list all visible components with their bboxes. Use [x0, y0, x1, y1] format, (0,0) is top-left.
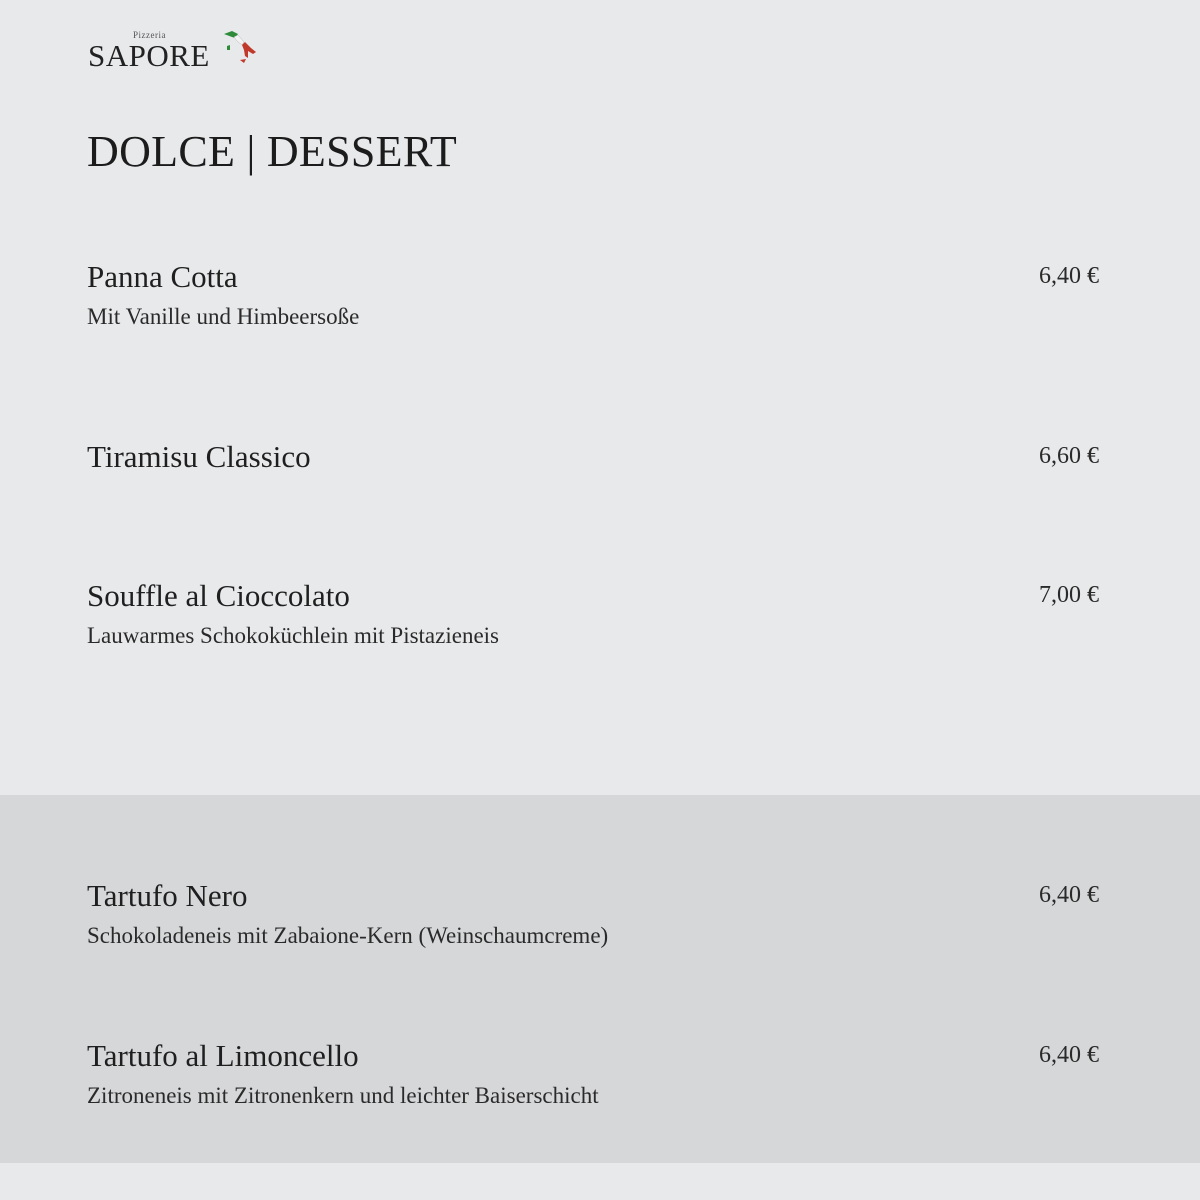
item-description: Schokoladeneis mit Zabaione-Kern (Weinschaumcreme): [87, 923, 609, 948]
item-description: Mit Vanille und Himbeersoße: [87, 304, 360, 329]
item-price: 6,40 €: [1039, 882, 1099, 908]
item-description: Lauwarmes Schokoküchlein mit Pistazieneis: [87, 623, 499, 648]
item-description: Zitroneneis mit Zitronenkern und leichter Baiserschicht: [87, 1083, 599, 1108]
item-name: Tartufo al Limoncello: [87, 1038, 359, 1073]
menu-item: [87, 259, 1099, 331]
item-price: 6,40 €: [1039, 1042, 1099, 1068]
italy-map-icon: [218, 28, 260, 72]
menu-item: [87, 878, 1099, 950]
item-price: 7,00 €: [1039, 582, 1099, 608]
menu-item: [87, 578, 1099, 650]
item-name: Tartufo Nero: [87, 878, 248, 913]
item-name: Panna Cotta: [87, 259, 238, 294]
item-price: 6,40 €: [1039, 263, 1099, 289]
menu-item: [87, 439, 1099, 475]
item-name: Souffle al Cioccolato: [87, 578, 350, 613]
menu-item: [87, 1038, 1099, 1110]
page-title: DOLCE | DESSERT: [87, 127, 458, 176]
item-name: Tiramisu Classico: [87, 439, 311, 474]
logo-name: SAPORE: [88, 38, 210, 73]
logo-tagline: Pizzeria: [133, 30, 166, 40]
item-price: 6,60 €: [1039, 443, 1099, 469]
logo: [88, 28, 268, 78]
